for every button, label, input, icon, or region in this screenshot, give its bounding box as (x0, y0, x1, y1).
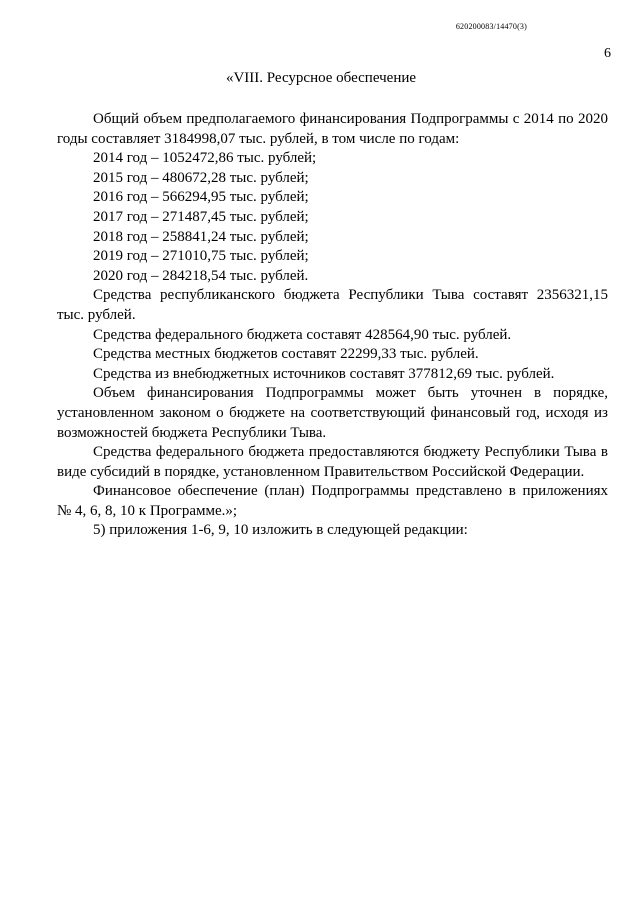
list-item: 2014 год – 1052472,86 тыс. рублей; (93, 150, 317, 167)
paragraph-amendment: 5) приложения 1-6, 9, 10 изложить в следующей редакции: (93, 522, 468, 539)
paragraph-subsidies: Средства федерального бюджета предоставляются бюджету Республики Тыва в виде субсидий в порядке, установленном Правительством Российской Федерации. (57, 444, 608, 480)
list-item: 2020 год – 284218,54 тыс. рублей. (93, 267, 309, 284)
document-code: 620200083/14470(3) (455, 22, 527, 31)
paragraph-federal-budget: Средства федерального бюджета составят 428564,90 тыс. рублей. (93, 326, 512, 343)
paragraph-plan: Финансовое обеспечение (план) Подпрограммы представлено в приложениях № 4, 6, 8, 10 к Программе.»; (57, 483, 608, 519)
page-number: 6 (604, 46, 611, 61)
paragraph-republic-budget: Средства республиканского бюджета Республики Тыва составят 2356321,15 тыс. рублей. (57, 287, 608, 323)
section-title: «VIII. Ресурсное обеспечение (225, 70, 417, 86)
paragraph-off-budget: Средства из внебюджетных источников составят 377812,69 тыс. рублей. (93, 365, 555, 382)
year-funding-list (57, 149, 608, 286)
list-item: 2019 год – 271010,75 тыс. рублей; (93, 248, 309, 265)
list-item: 2018 год – 258841,24 тыс. рублей; (93, 228, 309, 245)
list-item: 2015 год – 480672,28 тыс. рублей; (93, 169, 309, 186)
paragraph-local-budgets: Средства местных бюджетов составят 22299,33 тыс. рублей. (93, 346, 479, 363)
list-item: 2017 год – 271487,45 тыс. рублей; (93, 208, 309, 225)
paragraph-intro: Общий объем предполагаемого финансирования Подпрограммы с 2014 по 2020 годы составляет 3184998,07 тыс. рублей, в том числе по годам: (57, 111, 608, 147)
list-item: 2016 год – 566294,95 тыс. рублей; (93, 189, 309, 206)
paragraph-clarification: Объем финансирования Подпрограммы может быть уточнен в порядке, установленном законом о бюджете на соответствующий финансовый год, исходя из возможностей бюджета Республики Тыва. (57, 385, 608, 441)
document-body (57, 110, 608, 541)
